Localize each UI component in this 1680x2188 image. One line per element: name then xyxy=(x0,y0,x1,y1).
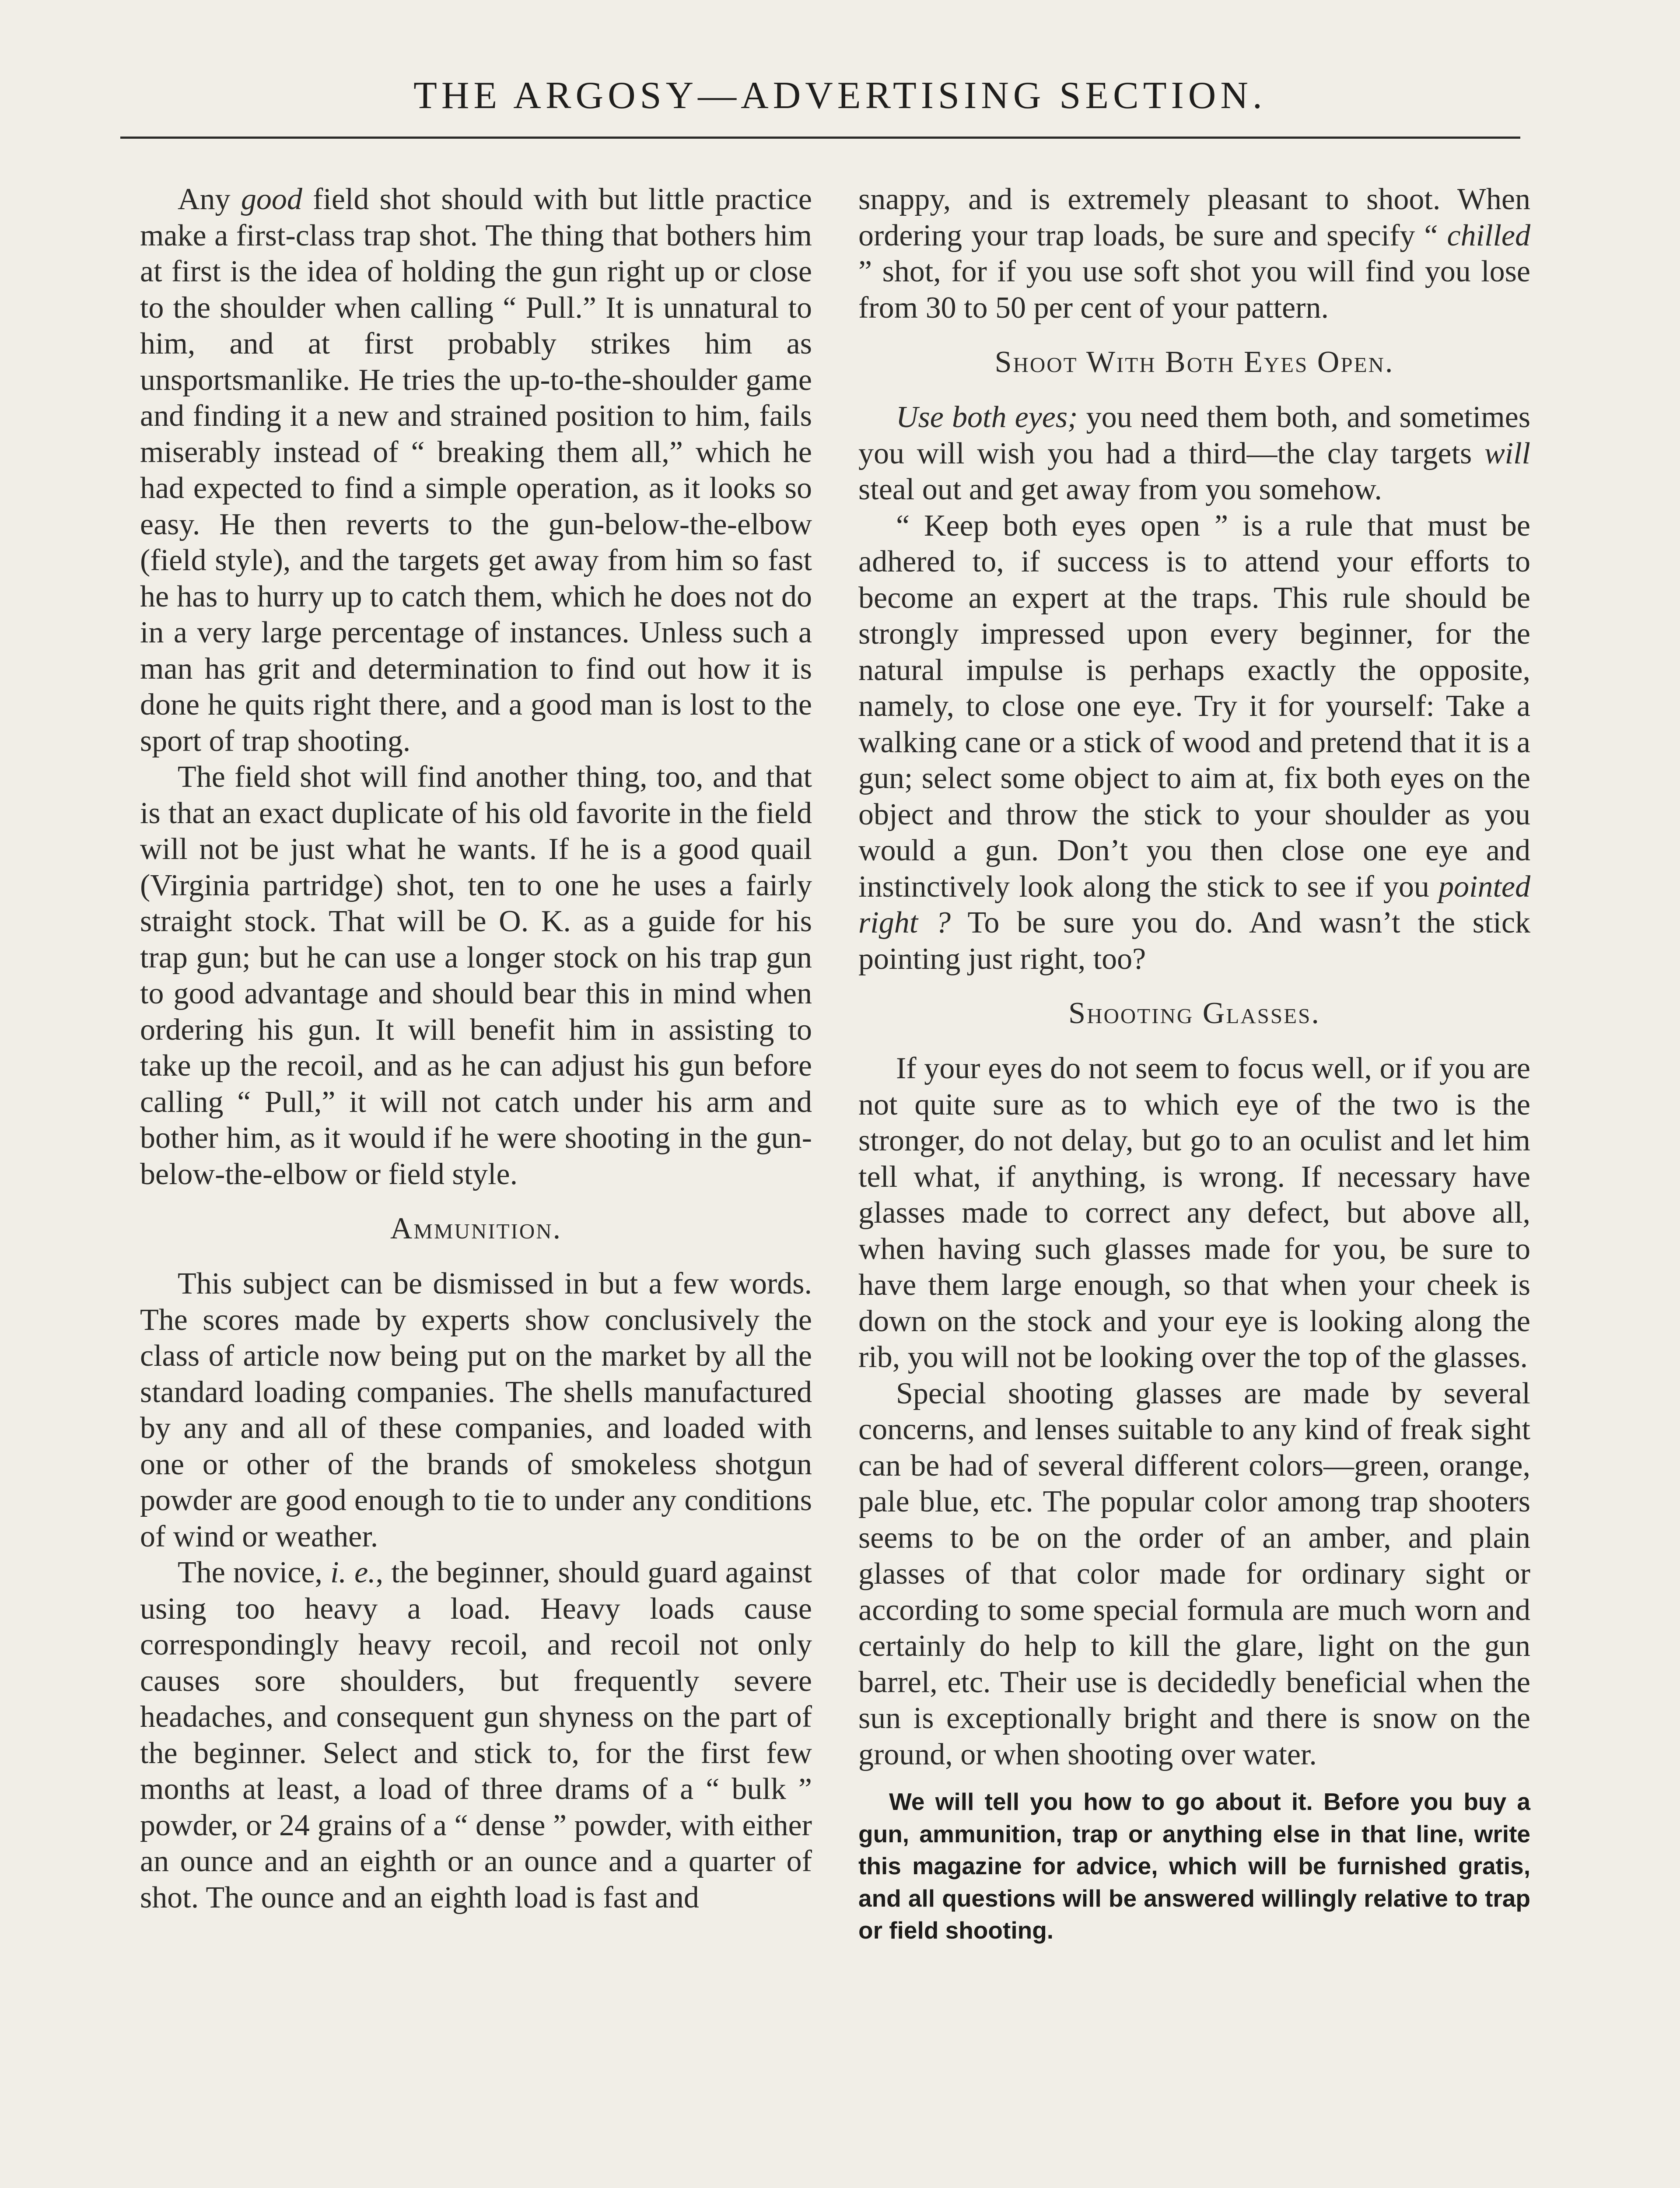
paragraph-continued: snappy, and is extremely pleasant to shoot. When ordering your trap loads, be sure and specify “ chilled ” shot, for if you use soft shot you will find you lose from 30 to 50 per cent of your pattern. xyxy=(858,182,1530,325)
paragraph-field-shot: Any good field shot should with but little practice make a first-class trap shot. The thing that bothers him at first is the idea of holding the gun right up or close to the shoulder when calling “ Pull.” It is unnatural to him, and at first probably strikes him as unsportsmanlike. He tries the up-to-the-shoulder game and finding it a new and strained position to him, fails miserably instead of “ breaking them all,” which he had expected to find a simple operation, as it looks so easy. He then reverts to the gun-below-the-elbow (field style), and the targets get away from him so fast he has to hurry up to catch them, which he does not do in a very large percentage of instances. Unless such a man has grit and determination to find out how it is done he quits right there, and a good man is lost to the sport of trap shooting. xyxy=(140,182,812,758)
paragraph-novice: The novice, i. e., the beginner, should guard against using too heavy a load. Heavy loads cause correspondingly heavy recoil, and recoil not only causes sore shoulders, but frequently severe headaches, and consequent gun shyness on the part of the beginner. Select and stick to, for the first few months at least, a load of three drams of a “ bulk ” powder, or 24 grains of a “ dense ” powder, with either an ounce and an eighth or an ounce and a quarter of shot. The ounce and an eighth load is fast and xyxy=(140,1556,812,1914)
paragraph-ammunition: This subject can be dismissed in but a few words. The scores made by experts show conclusively the class of article now being put on the market by all the standard loading companies. The shells manufactured by any and all of these companies, and loaded with one or other of the brands of smokeless shotgun powder are good enough to tie to under any conditions of wind or weather. xyxy=(140,1267,812,1553)
paragraph-stock: The field shot will find another thing, too, and that is that an exact duplicate of his old favorite in the field will not be just what he wants. If he is a good quail (Virginia partridge) shot, ten to one he uses a fairly straight stock. That will be O. K. as a guide for his trap gun; but he can use a longer stock on his trap gun to good advantage and should bear this in mind when ordering his gun. It will benefit him in assisting to take up the recoil, and as he can adjust his gun before calling “ Pull,” it will not catch under his arm and bother him, as it would if he were shooting in the gun-below-the-elbow or field style. xyxy=(140,760,812,1191)
paragraph-keep-eyes-open: “ Keep both eyes open ” is a rule that must be adhered to, if success is to attend your efforts to become an expert at the traps. This rule should be strongly impressed upon every beginner, for the natural impulse is perhaps exactly the opposite, namely, to close one eye. Try it for yourself: Take a walking cane or a stick of wood and pretend that it is a gun; select some object to aim at, fix both eyes on the object and throw the stick to your shoulder as you would a gun. Don’t you then close one eye and instinctively look along the stick to see if you pointed right ? To be sure you do. And wasn’t the stick pointing just right, too? xyxy=(858,508,1530,976)
left-column xyxy=(140,182,812,1916)
advice-notice: We will tell you how to go about it. Before you buy a gun, ammunition, trap or anything else in that line, write this magazine for advice, which will be furnished gratis, and all questions will be answered willingly relative to trap or field shooting. xyxy=(858,1788,1530,1944)
heading-shooting-glasses: Shooting Glasses. xyxy=(1068,996,1320,1030)
heading-both-eyes: Shoot With Both Eyes Open. xyxy=(994,345,1394,379)
paragraph-use-both-eyes: Use both eyes; you need them both, and sometimes you will wish you had a third—the clay targets will steal out and get away from you somehow. xyxy=(858,400,1530,506)
page-header: THE ARGOSY—ADVERTISING SECTION. xyxy=(413,74,1267,117)
paragraph-special-glasses: Special shooting glasses are made by several concerns, and lenses suitable to any kind of freak sight can be had of several different colors—green, orange, pale blue, etc. The popular color among trap shooters seems to be on the order of an amber, and plain glasses of that color made for ordinary sight or according to some special formula are much worn and certainly do help to kill the glare, light on the gun barrel, etc. Their use is decidedly beneficial when the sun is exceptionally bright and there is snow on the ground, or when shooting over water. xyxy=(858,1376,1530,1771)
right-column xyxy=(858,182,1530,1947)
heading-ammunition: Ammunition. xyxy=(390,1212,562,1245)
paragraph-oculist: If your eyes do not seem to focus well, or if you are not quite sure as to which eye of the two is the stronger, do not delay, but go to an oculist and let him tell what, if anything, is wrong. If necessary have glasses made to correct any defect, but above all, when having such glasses made for you, be sure to have them large enough, so that when your cheek is down on the stock and your eye is looking along the rib, you will not be looking over the top of the glasses. xyxy=(858,1052,1530,1374)
header-rule xyxy=(120,137,1520,139)
